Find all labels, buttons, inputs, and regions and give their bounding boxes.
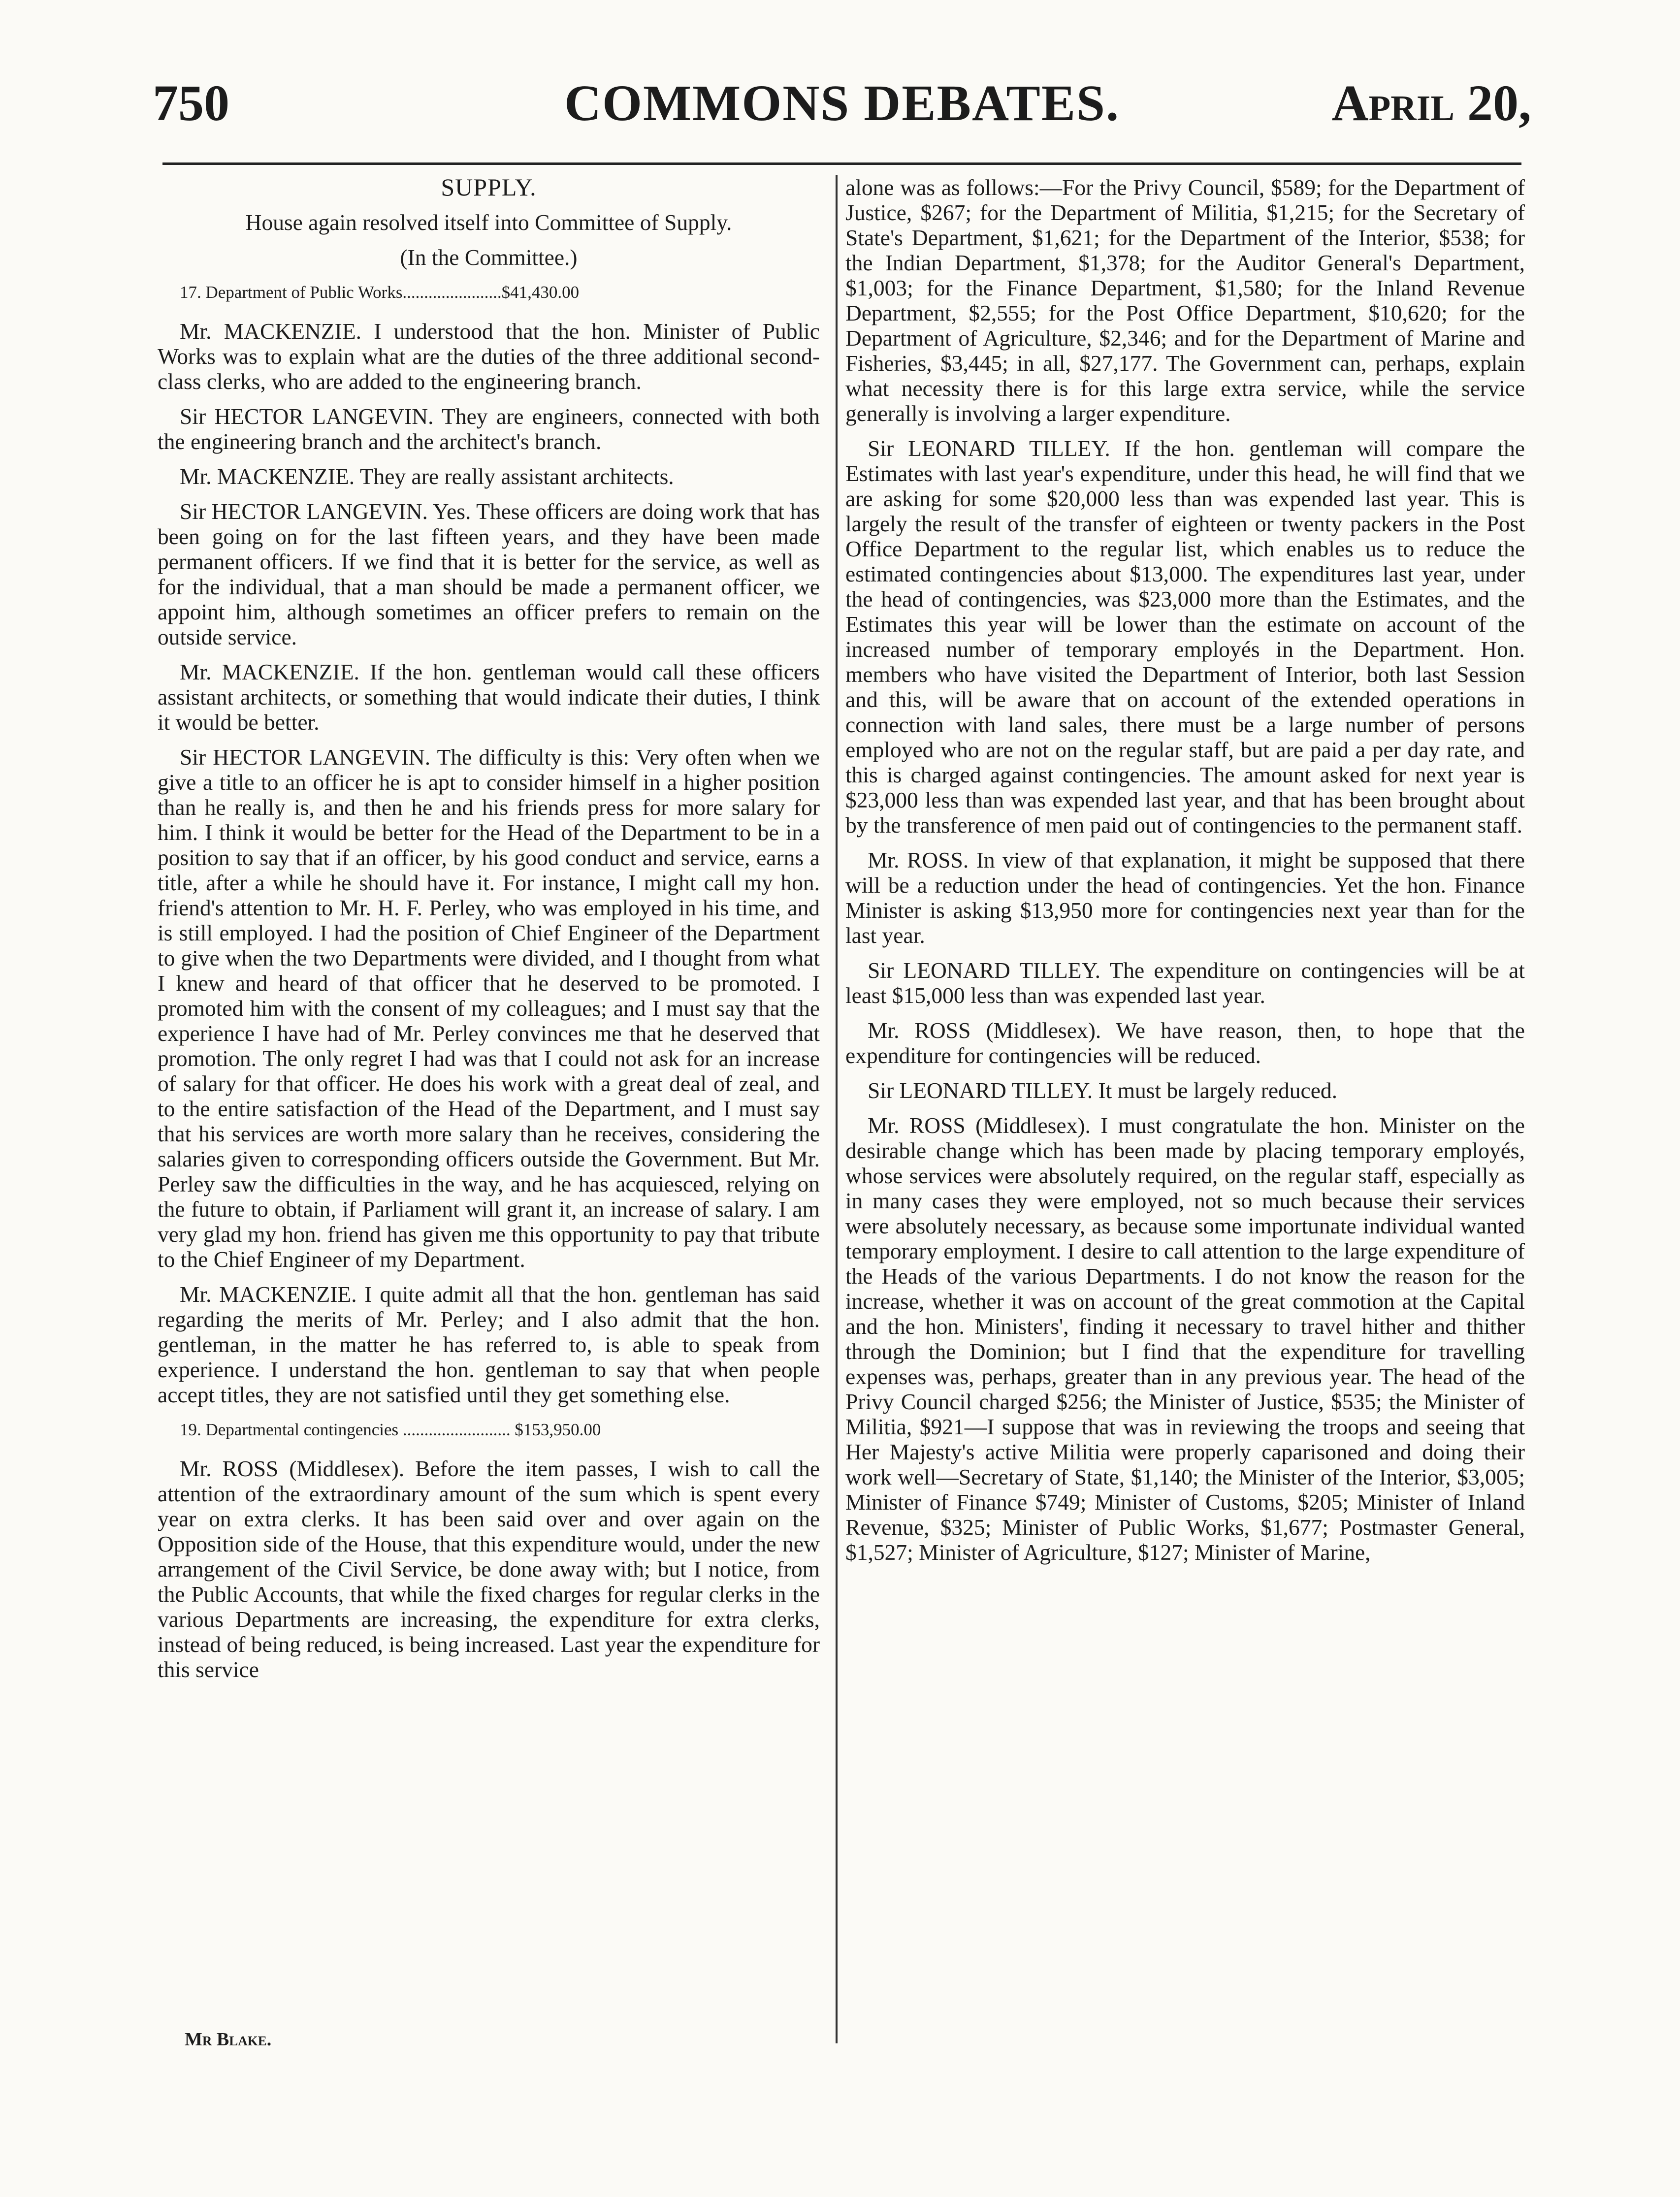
speech-paragraph: Sir LEONARD TILLEY. If the hon. gentleman will compare the Estimates with last year's expenditure, under this head, he will find that we are asking for some $20,000 less than was expended last year. This is largely the result of the transfer of eighteen or twenty packers in the Post Office Department to the regular list, which enables us to reduce the estimated contingencies about $13,000. The expenditures last year, under the head of contingencies, was $23,000 more than the Estimates, and the Estimates this year will be lower than the estimate on account of the increased number of temporary employés in the Department. Hon. members who have visited the Department of Interior, both last Session and this, will be aware that on account of the extended operations in connection with land sales, there must be a large number of persons employed who are not on the regular staff, but are paid a per day rate, and this is charged against contingencies. The amount asked for next year is $23,000 less than was expended last year, and that has been brought about by the transference of men paid out of contingencies to the permanent staff. (845, 436, 1525, 838)
speech-paragraph: Sir LEONARD TILLEY. The expenditure on contingencies will be at least $15,000 less than was expended last year. (845, 958, 1525, 1008)
speech-paragraph: Sir LEONARD TILLEY. It must be largely reduced. (868, 1078, 1338, 1103)
right-column (845, 175, 1525, 1575)
supply-item-17: 17. Department of Public Works.......................$41,430.00 (180, 283, 580, 302)
header-rule (162, 162, 1521, 165)
resolution-line: House again resolved itself into Committee of Supply. (245, 210, 732, 235)
speech-paragraph: Sir HECTOR LANGEVIN. They are engineers, connected with both the engineering branch and the architect's branch. (158, 404, 820, 454)
section-title: SUPPLY. (441, 173, 537, 201)
publication-title: COMMONS DEBATES. (564, 75, 1120, 131)
committee-line: (In the Committee.) (400, 245, 578, 270)
speech-paragraph: Sir HECTOR LANGEVIN. Yes. These officers are doing work that has been going on for the last fifteen years, and they have been made permanent officers. If we find that it is better for the service, as well as for the individual, that a man should be made a permanent officer, we appoint him, although sometimes an officer prefers to remain on the outside service. (158, 499, 820, 649)
supply-item-19: 19. Departmental contingencies ......................... $153,950.00 (180, 1420, 601, 1439)
speech-paragraph: Mr. MACKENZIE. I understood that the hon. Minister of Public Works was to explain what are the duties of the three additional second-class clerks, who are added to the engineering branch. (158, 319, 820, 394)
speech-paragraph: Mr. ROSS. In view of that explanation, it might be supposed that there will be a reduction under the head of contingencies. Yet the hon. Finance Minister is asking $13,950 more for contingencies next year than for the last year. (845, 847, 1525, 948)
speech-paragraph: Mr. ROSS (Middlesex). We have reason, then, to hope that the expenditure for contingencies will be reduced. (845, 1018, 1525, 1068)
speech-paragraph: Mr. ROSS (Middlesex). I must congratulate the hon. Minister on the desirable change which has been made by placing temporary employés, whose services were absolutely required, on the regular staff, especially as in many cases they were employed, not so much because their services were absolutely necessary, as because some importunate individual wanted temporary employment. I desire to call attention to the large expenditure of the Heads of the various Departments. I do not know the reason for the increase, whether it was on account of the great commotion at the Capital and the hon. Ministers', finding it necessary to travel hither and thither through the Dominion; but I find that the expenditure for travelling expenses was, perhaps, greater than in any previous year. The head of the Privy Council charged $256; the Minister of Justice, $535; the Minister of Militia, $921—I suppose that was in reviewing the troops and seeing that Her Majesty's active Militia were properly caparisoned and doing their work well—Secretary of State, $1,140; the Minister of the Interior, $3,005; Minister of Finance $749; Minister of Customs, $205; Minister of Inland Revenue, $325; Minister of Public Works, $1,677; Postmaster General, $1,527; Minister of Agriculture, $127; Minister of Marine, (845, 1113, 1525, 1565)
page-header (153, 74, 1531, 143)
footer-speaker-name: Mr Blake. (185, 2029, 272, 2050)
page-date: April 20, (1331, 75, 1531, 131)
speech-paragraph: Sir HECTOR LANGEVIN. The difficulty is this: Very often when we give a title to an officer he is apt to consider himself in a higher position than he really is, and then he and his friends press for more salary for him. I think it would be better for the Head of the Department to be in a position to say that if an officer, by his good conduct and service, earns a title, after a while he should have it. For instance, I might call my hon. friend's attention to Mr. H. F. Perley, who was employed in his time, and is still employed. I had the position of Chief Engineer of the Department to give when the two Departments were divided, and I thought from what I knew and heard of that officer that he deserved to be promoted. I promoted him with the consent of my colleagues; and I must say that the experience I have had of Mr. Perley convinces me that he deserved that promotion. The only regret I had was that I could not ask for an increase of salary for that officer. He does his work with a great deal of zeal, and to the entire satisfaction of the Head of the Department, and I must say that his services are worth more salary than he receives, considering the salaries given to corresponding officers outside the Government. But Mr. Perley saw the difficulties in the way, and he has acquiesced, relying on the future to obtain, if Parliament will grant it, an increase of salary. I am very glad my hon. friend has given me this opportunity to pay that tribute to the Chief Engineer of my Department. (158, 744, 820, 1272)
speech-paragraph: Mr. ROSS (Middlesex). Before the item passes, I wish to call the attention of the extraordinary amount of the sum which is spent every year on extra clerks. It has been said over and over again on the Opposition side of the House, that this expenditure would, under the new arrangement of the Civil Service, be done away with; but I notice, from the Public Accounts, that while the fixed charges for regular clerks in the various Departments are increasing, the expenditure for extra clerks, instead of being reduced, is being increased. Last year the expenditure for this service (158, 1456, 820, 1682)
page-number: 750 (153, 75, 229, 131)
speech-paragraph: Mr. MACKENZIE. They are really assistant architects. (180, 464, 674, 489)
speech-paragraph: Mr. MACKENZIE. I quite admit all that the hon. gentleman has said regarding the merits of Mr. Perley; and I also admit that the hon. gentleman, in the matter he has referred to, is able to speak from experience. I understand the hon. gentleman to say that when people accept titles, they are not satisfied until they get something else. (158, 1282, 820, 1407)
column-divider (836, 175, 838, 2043)
speech-paragraph: alone was as follows:—For the Privy Council, $589; for the Department of Justice, $267; for the Department of Militia, $1,215; for the Secretary of State's Department, $1,621; for the Department of the Interior, $538; for the Indian Department, $1,378; for the Auditor General's Department, $1,003; for the Finance Department, $1,580; for the Inland Revenue Department, $2,555; for the Post Office Department, $10,620; for the Department of Agriculture, $2,346; and for the Department of Marine and Fisheries, $3,445; in all, $27,177. The Government can, perhaps, explain what necessity there is for this large extra service, while the service generally is involving a larger expenditure. (845, 175, 1525, 426)
left-column (158, 175, 820, 1692)
speech-paragraph: Mr. MACKENZIE. If the hon. gentleman would call these officers assistant architects, or something that would indicate their duties, I think it would be better. (158, 659, 820, 735)
